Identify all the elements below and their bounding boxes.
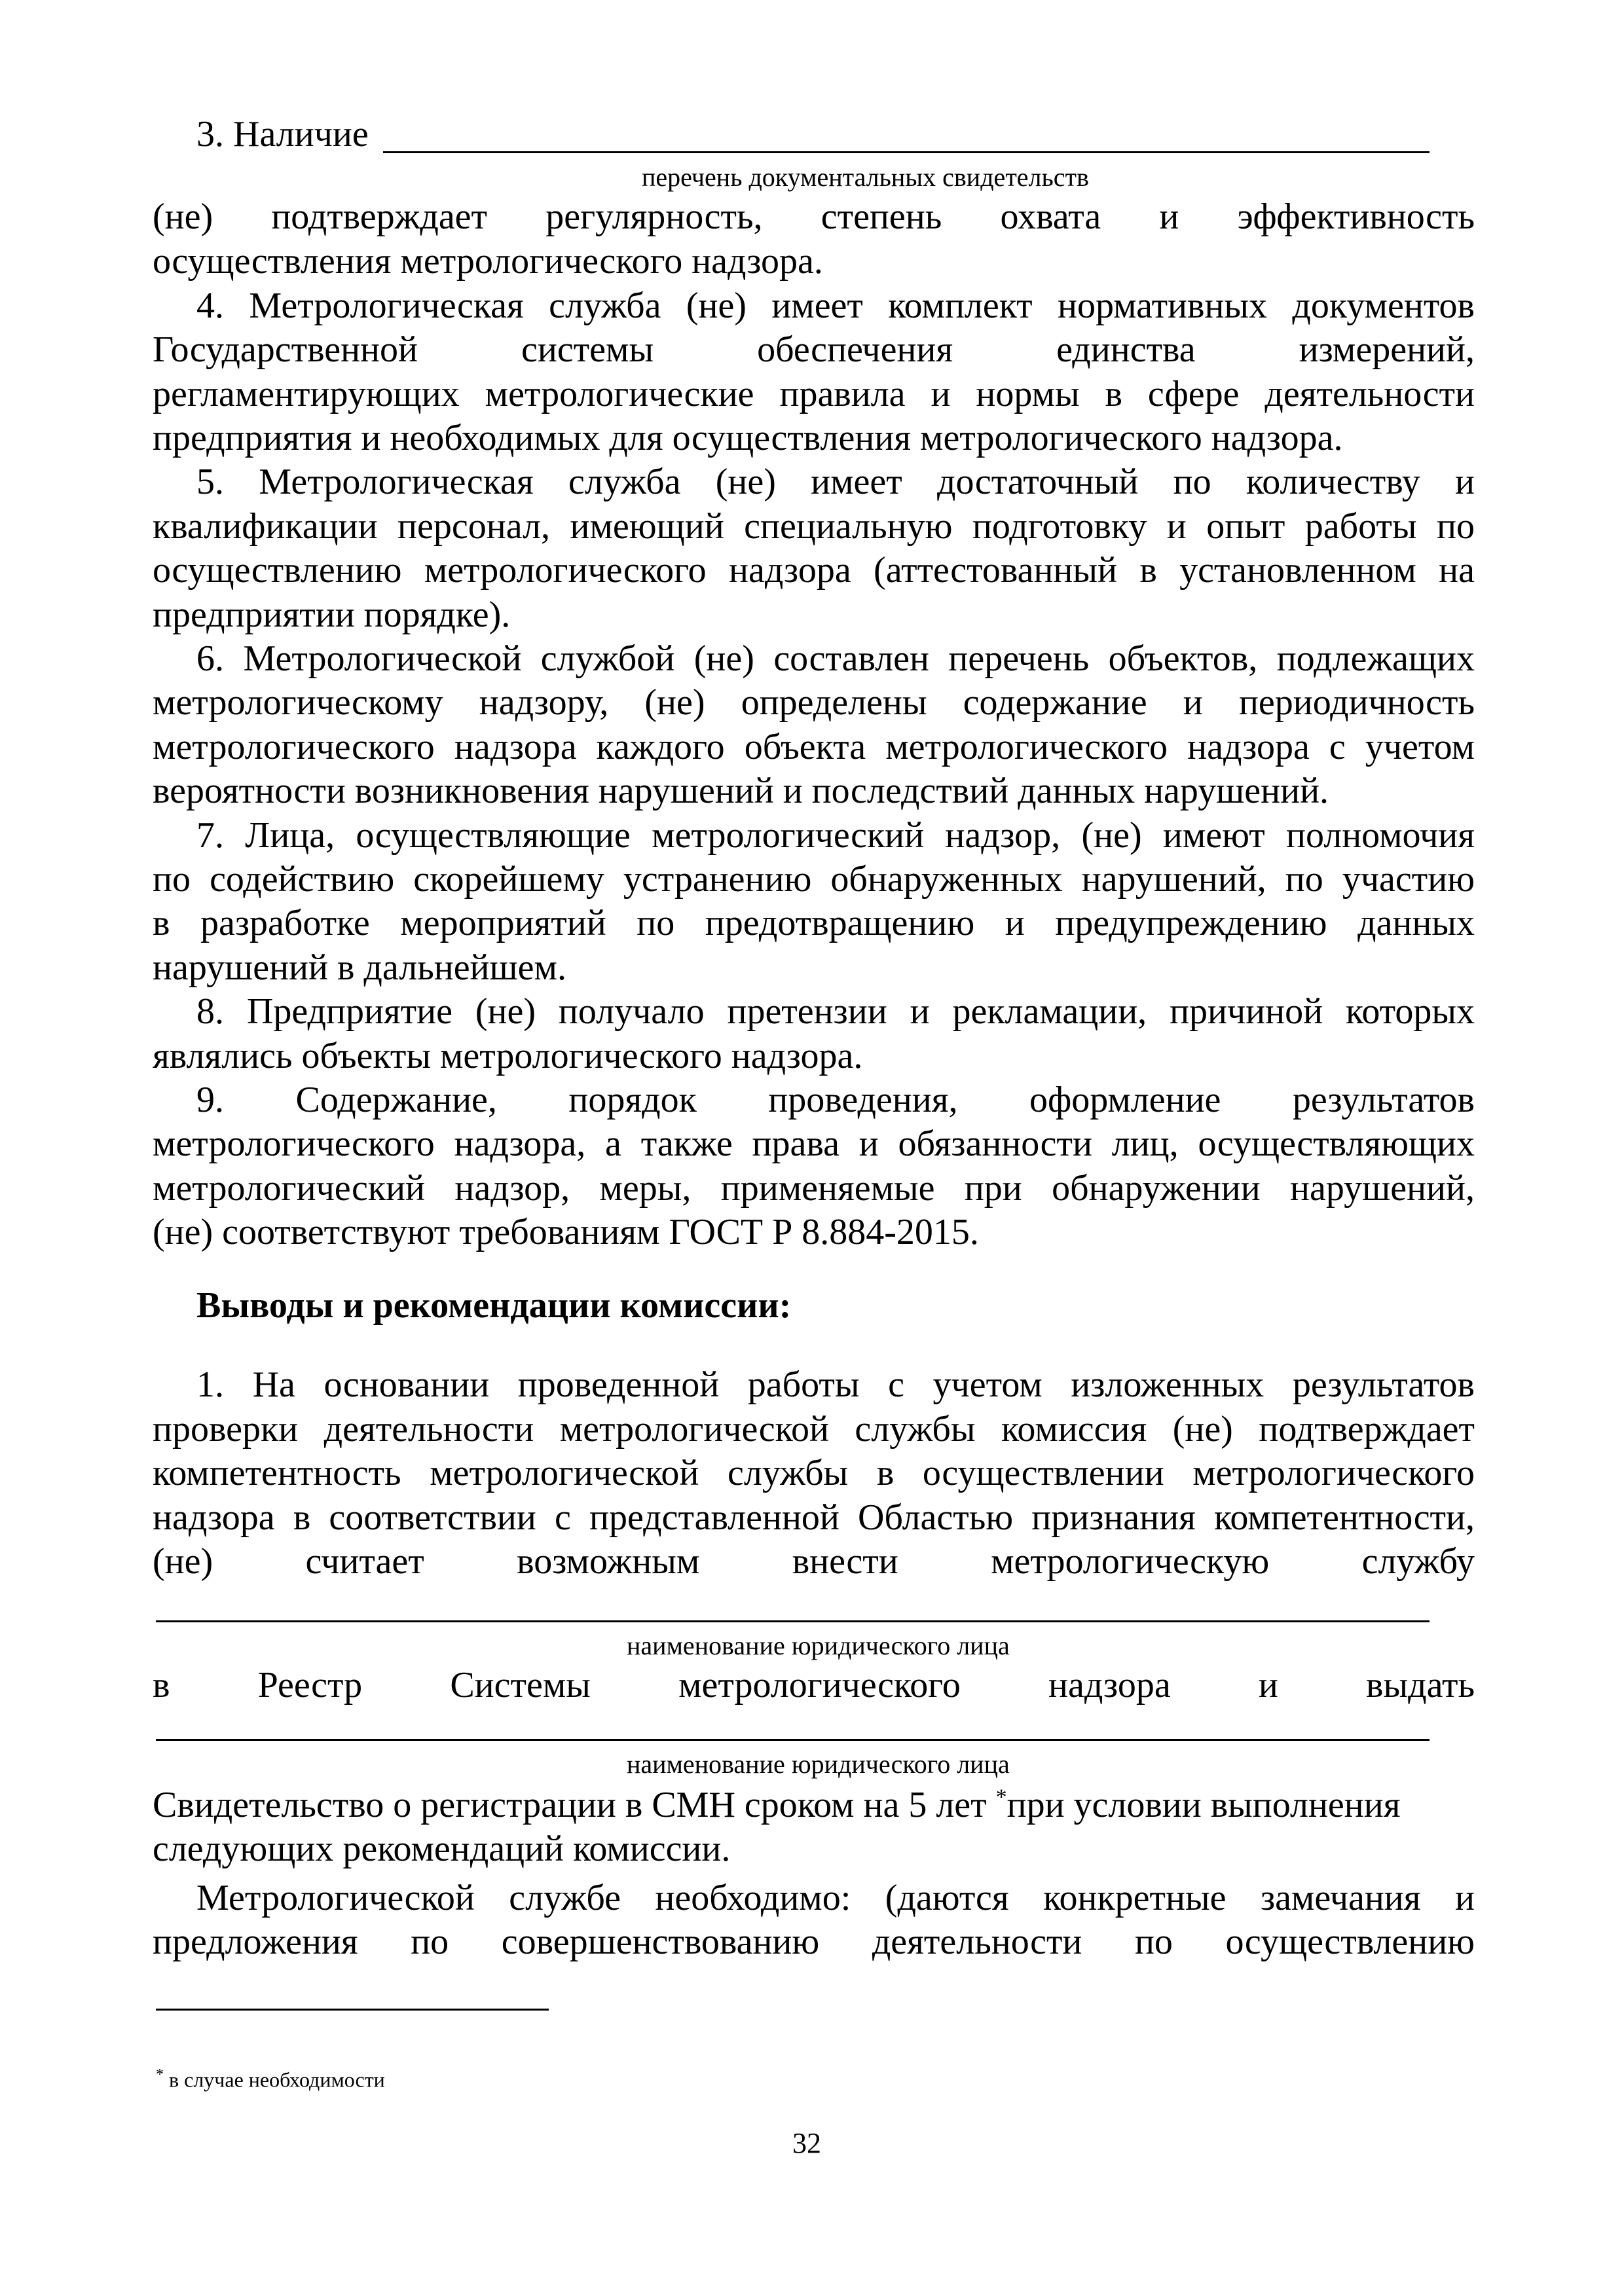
item7-line-4: нарушений в дальнейшем.: [153, 947, 566, 988]
legal-entity-caption-2: наименование юридического лица: [627, 1749, 1010, 1779]
conclusion1-line-4: надзора в соответствии с представленной Областью признания компетентности,: [153, 1497, 1475, 1538]
item5-line-3: осуществлению метрологического надзора (аттестованный в установленном на: [153, 550, 1475, 591]
item3-line-2: осуществления метрологического надзора.: [153, 241, 823, 282]
item5-line-4: предприятии порядке).: [153, 594, 511, 635]
item8-line-2: являлись объекты метрологического надзора.: [153, 1036, 863, 1076]
footnote-mark: *: [156, 2066, 164, 2083]
legal-entity-blank-line-1: [156, 1620, 1430, 1622]
certificate-line-2: следующих рекомендаций комиссии.: [153, 1829, 731, 1869]
conclusion1-line-3: компетентность метрологической службы в осуществлении метрологического: [153, 1453, 1475, 1493]
item4-line-3: регламентирующих метрологические правила и нормы в сфере деятельности: [153, 374, 1475, 414]
item3-line-1: (не) подтверждает регулярность, степень охвата и эффективность: [153, 196, 1475, 237]
item4-line-4: предприятия и необходимых для осуществления метрологического надзора.: [153, 418, 1343, 458]
legal-entity-caption-1: наименование юридического лица: [627, 1631, 1010, 1660]
item4-line-2: Государственной системы обеспечения единства измерений,: [153, 329, 1475, 370]
item6-line-4: вероятности возникновения нарушений и последствий данных нарушений.: [153, 771, 1329, 811]
conclusion1-line-1: 1. На основании проведенной работы с учетом изложенных результатов: [196, 1364, 1475, 1405]
recommend-line-1: Метрологической службе необходимо: (даются конкретные замечания и: [196, 1878, 1475, 1918]
item6-line-1: 6. Метрологической службой (не) составлен перечень объектов, подлежащих: [196, 638, 1475, 679]
item5-line-1: 5. Метрологическая служба (не) имеет достаточный по количеству и: [196, 462, 1475, 502]
legal-entity-blank-line-2: [156, 1739, 1430, 1741]
item3-blank-line: [383, 151, 1430, 153]
item5-line-2: квалификации персонал, имеющий специальную подготовку и опыт работы по: [153, 506, 1475, 547]
item7-line-2: по содействию скорейшему устранению обнаруженных нарушений, по участию: [153, 859, 1475, 900]
item9-line-1: 9. Содержание, порядок проведения, оформление результатов: [196, 1080, 1475, 1120]
page-number: 32: [792, 2127, 821, 2159]
conclusion1-line-2: проверки деятельности метрологической службы комиссия (не) подтверждает: [153, 1409, 1475, 1449]
certificate-line-1: [153, 1783, 1475, 1827]
item4-line-1: 4. Метрологическая служба (не) имеет комплект нормативных документов: [196, 285, 1475, 326]
item7-line-3: в разработке мероприятий по предотвращению и предупреждению данных: [153, 903, 1475, 943]
item6-line-3: метрологического надзора каждого объекта метрологического надзора с учетом: [153, 727, 1475, 767]
footnote-reference-mark: *: [995, 1785, 1007, 1810]
footnote: [156, 2062, 385, 2093]
item3-blank-caption: перечень документальных свидетельств: [642, 162, 1089, 192]
recommend-line-2: предложения по совершенствованию деятельности по осуществлению: [153, 1922, 1475, 1962]
footnote-separator: [156, 2009, 549, 2011]
conclusions-heading: Выводы и рекомендации комиссии:: [196, 1285, 792, 1326]
item7-line-1: 7. Лица, осуществляющие метрологический надзор, (не) имеют полномочия: [196, 815, 1475, 856]
item9-line-2: метрологического надзора, а также права и обязанности лиц, осуществляющих: [153, 1123, 1475, 1164]
footnote-text: в случае необходимости: [169, 2068, 385, 2092]
item8-line-1: 8. Предприятие (не) получало претензии и рекламации, причиной которых: [196, 991, 1475, 1032]
item6-line-2: метрологическому надзору, (не) определены содержание и периодичность: [153, 682, 1475, 723]
item9-line-4: (не) соответствуют требованиям ГОСТ Р 8.884-2015.: [153, 1212, 979, 1252]
item9-line-3: метрологический надзор, меры, применяемые при обнаружении нарушений,: [153, 1168, 1475, 1209]
item3-prefix: 3. Наличие: [196, 114, 369, 155]
conclusion1-line-5: (не) считает возможным внести метрологическую службу: [153, 1541, 1475, 1582]
certificate-text-before: Свидетельство о регистрации в СМН сроком на 5 лет *при условии выполнения: [153, 1785, 1401, 1825]
registry-line: в Реестр Системы метрологического надзора и выдать: [153, 1665, 1475, 1705]
